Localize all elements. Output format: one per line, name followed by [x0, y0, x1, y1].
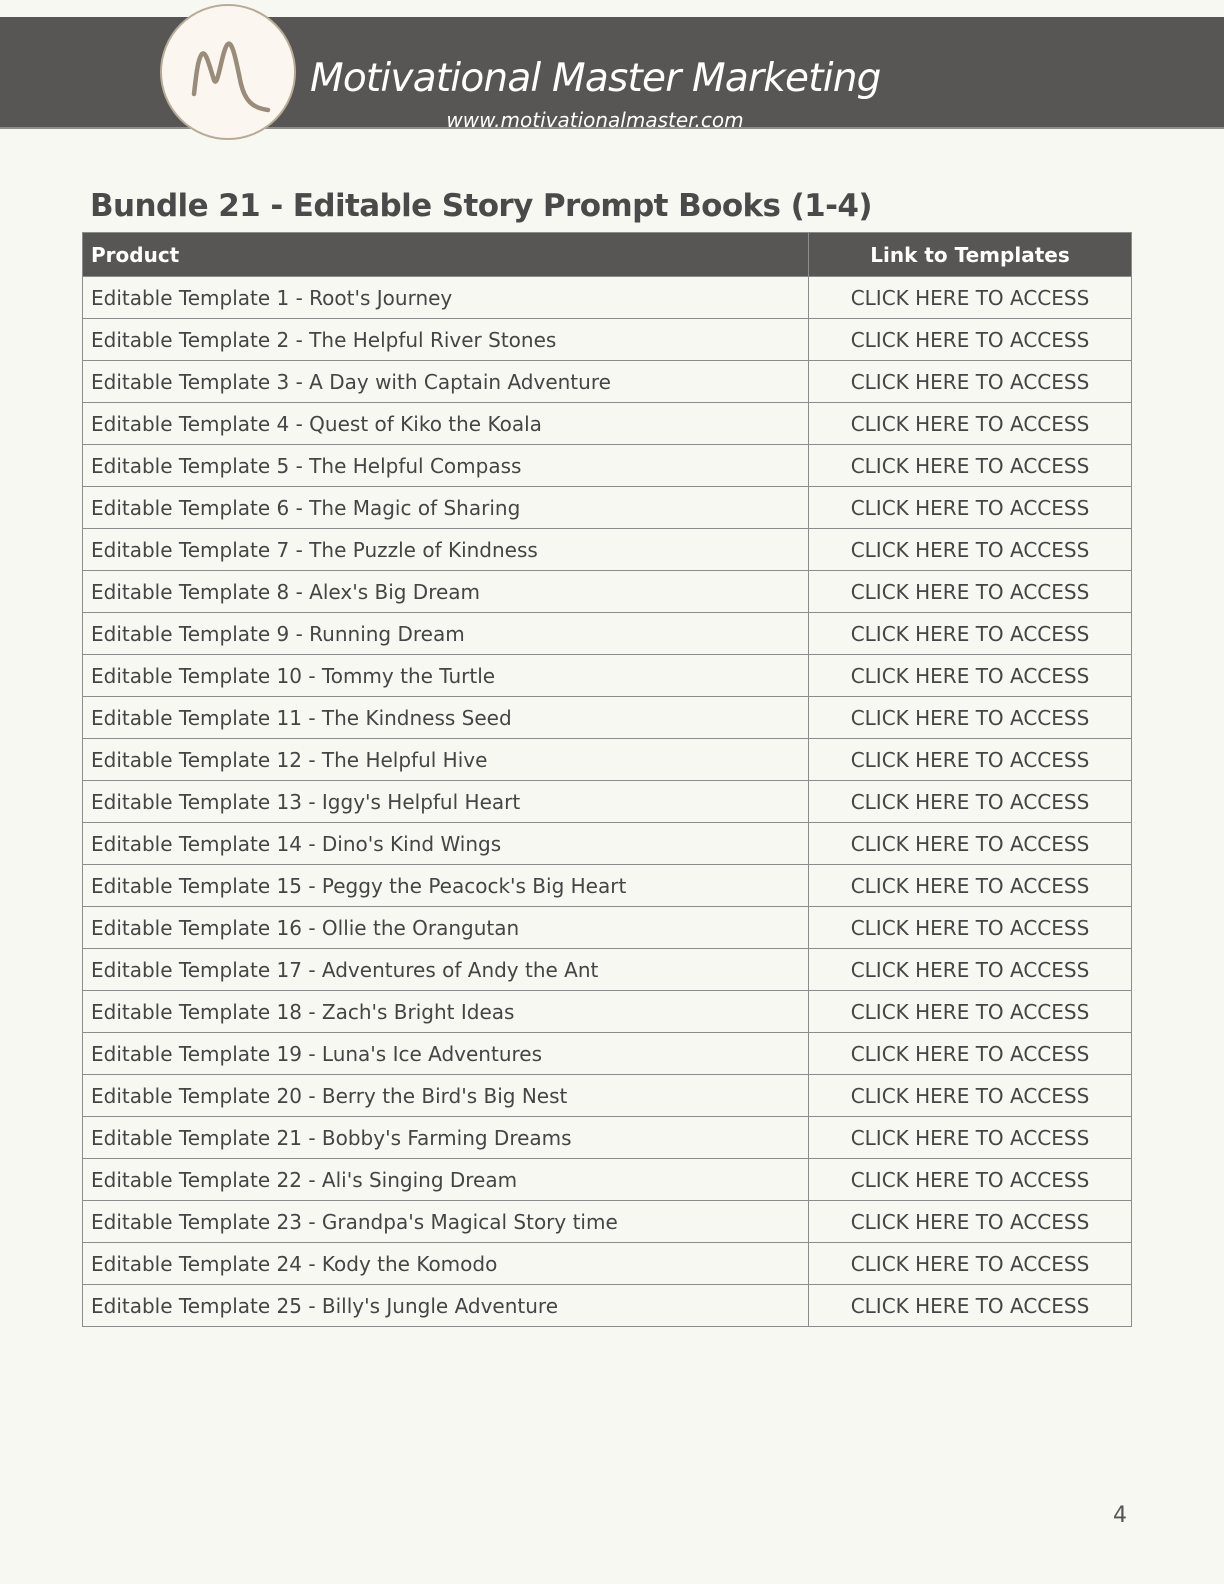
table-row [83, 1033, 1132, 1075]
access-link[interactable]: CLICK HERE TO ACCESS [850, 1125, 1090, 1150]
access-link[interactable]: CLICK HERE TO ACCESS [850, 327, 1090, 352]
access-link[interactable]: CLICK HERE TO ACCESS [850, 621, 1090, 646]
access-link-cell [809, 781, 1132, 823]
product-name-cell: Editable Template 18 - Zach's Bright Ideas [83, 991, 809, 1033]
product-name-cell: Editable Template 3 - A Day with Captain Adventure [83, 361, 809, 403]
access-link[interactable]: CLICK HERE TO ACCESS [850, 1167, 1090, 1192]
access-link-cell [809, 697, 1132, 739]
access-link[interactable]: CLICK HERE TO ACCESS [850, 747, 1090, 772]
table-row [83, 949, 1132, 991]
access-link[interactable]: CLICK HERE TO ACCESS [850, 1083, 1090, 1108]
column-header-product: Product [83, 233, 809, 277]
access-link-cell [809, 823, 1132, 865]
access-link-cell [809, 1075, 1132, 1117]
access-link-cell [809, 613, 1132, 655]
table-row [83, 571, 1132, 613]
access-link[interactable]: CLICK HERE TO ACCESS [850, 789, 1090, 814]
access-link-cell [809, 907, 1132, 949]
product-name-cell: Editable Template 2 - The Helpful River Stones [83, 319, 809, 361]
product-name-cell: Editable Template 7 - The Puzzle of Kindness [83, 529, 809, 571]
access-link-cell [809, 529, 1132, 571]
access-link-cell [809, 1285, 1132, 1327]
access-link-cell [809, 361, 1132, 403]
access-link-cell [809, 1117, 1132, 1159]
access-link[interactable]: CLICK HERE TO ACCESS [850, 1209, 1090, 1234]
table-row [83, 1285, 1132, 1327]
access-link-cell [809, 277, 1132, 319]
product-name-cell: Editable Template 11 - The Kindness Seed [83, 697, 809, 739]
product-name-cell: Editable Template 21 - Bobby's Farming Dreams [83, 1117, 809, 1159]
table-row [83, 1159, 1132, 1201]
access-link-cell [809, 949, 1132, 991]
product-name-cell: Editable Template 19 - Luna's Ice Adventures [83, 1033, 809, 1075]
table-row [83, 655, 1132, 697]
table-row [83, 319, 1132, 361]
product-name-cell: Editable Template 16 - Ollie the Orangutan [83, 907, 809, 949]
products-table [82, 232, 1132, 1327]
access-link[interactable]: CLICK HERE TO ACCESS [850, 915, 1090, 940]
access-link[interactable]: CLICK HERE TO ACCESS [850, 957, 1090, 982]
product-name-cell: Editable Template 17 - Adventures of Andy the Ant [83, 949, 809, 991]
table-row [83, 739, 1132, 781]
product-name-cell: Editable Template 10 - Tommy the Turtle [83, 655, 809, 697]
brand-url[interactable]: www.motivationalmaster.com [446, 108, 744, 132]
product-name-cell: Editable Template 15 - Peggy the Peacock's Big Heart [83, 865, 809, 907]
table-row [83, 487, 1132, 529]
table-row [83, 361, 1132, 403]
access-link[interactable]: CLICK HERE TO ACCESS [850, 831, 1090, 856]
table-row [83, 823, 1132, 865]
brand-logo [160, 4, 296, 140]
table-row [83, 1117, 1132, 1159]
access-link[interactable]: CLICK HERE TO ACCESS [850, 411, 1090, 436]
access-link-cell [809, 865, 1132, 907]
access-link-cell [809, 739, 1132, 781]
product-name-cell: Editable Template 4 - Quest of Kiko the Koala [83, 403, 809, 445]
access-link[interactable]: CLICK HERE TO ACCESS [850, 453, 1090, 478]
access-link[interactable]: CLICK HERE TO ACCESS [850, 873, 1090, 898]
access-link[interactable]: CLICK HERE TO ACCESS [850, 537, 1090, 562]
access-link-cell [809, 655, 1132, 697]
table-row [83, 1201, 1132, 1243]
product-name-cell: Editable Template 12 - The Helpful Hive [83, 739, 809, 781]
product-name-cell: Editable Template 6 - The Magic of Sharing [83, 487, 809, 529]
access-link-cell [809, 1159, 1132, 1201]
access-link[interactable]: CLICK HERE TO ACCESS [850, 369, 1090, 394]
access-link[interactable]: CLICK HERE TO ACCESS [850, 495, 1090, 520]
access-link[interactable]: CLICK HERE TO ACCESS [850, 663, 1090, 688]
table-row [83, 277, 1132, 319]
page-number: 4 [1113, 1503, 1127, 1528]
access-link-cell [809, 445, 1132, 487]
table-row [83, 1075, 1132, 1117]
table-row [83, 529, 1132, 571]
product-name-cell: Editable Template 24 - Kody the Komodo [83, 1243, 809, 1285]
product-name-cell: Editable Template 1 - Root's Journey [83, 277, 809, 319]
table-row [83, 403, 1132, 445]
product-name-cell: Editable Template 14 - Dino's Kind Wings [83, 823, 809, 865]
table-row [83, 907, 1132, 949]
product-name-cell: Editable Template 22 - Ali's Singing Dream [83, 1159, 809, 1201]
table-row [83, 1243, 1132, 1285]
brand-title: Motivational Master Marketing [310, 56, 881, 101]
access-link[interactable]: CLICK HERE TO ACCESS [850, 705, 1090, 730]
product-name-cell: Editable Template 23 - Grandpa's Magical Story time [83, 1201, 809, 1243]
access-link[interactable]: CLICK HERE TO ACCESS [850, 1293, 1090, 1318]
access-link-cell [809, 403, 1132, 445]
access-link[interactable]: CLICK HERE TO ACCESS [850, 1251, 1090, 1276]
access-link-cell [809, 487, 1132, 529]
product-name-cell: Editable Template 13 - Iggy's Helpful Heart [83, 781, 809, 823]
product-name-cell: Editable Template 20 - Berry the Bird's Big Nest [83, 1075, 809, 1117]
m-wave-logo-icon [182, 28, 278, 120]
access-link-cell [809, 991, 1132, 1033]
table-row [83, 781, 1132, 823]
column-header-link: Link to Templates [809, 233, 1132, 277]
access-link-cell [809, 1243, 1132, 1285]
access-link-cell [809, 571, 1132, 613]
section-title: Bundle 21 - Editable Story Prompt Books (1-4) [90, 188, 872, 224]
access-link[interactable]: CLICK HERE TO ACCESS [850, 1041, 1090, 1066]
product-name-cell: Editable Template 25 - Billy's Jungle Adventure [83, 1285, 809, 1327]
table-row [83, 697, 1132, 739]
product-name-cell: Editable Template 9 - Running Dream [83, 613, 809, 655]
access-link-cell [809, 319, 1132, 361]
product-name-cell: Editable Template 5 - The Helpful Compass [83, 445, 809, 487]
table-row [83, 865, 1132, 907]
access-link-cell [809, 1201, 1132, 1243]
product-name-cell: Editable Template 8 - Alex's Big Dream [83, 571, 809, 613]
access-link[interactable]: CLICK HERE TO ACCESS [850, 999, 1090, 1024]
access-link[interactable]: CLICK HERE TO ACCESS [850, 285, 1090, 310]
table-row [83, 991, 1132, 1033]
access-link-cell [809, 1033, 1132, 1075]
table-row [83, 613, 1132, 655]
table-row [83, 445, 1132, 487]
table-header-row [83, 233, 1132, 277]
access-link[interactable]: CLICK HERE TO ACCESS [850, 579, 1090, 604]
